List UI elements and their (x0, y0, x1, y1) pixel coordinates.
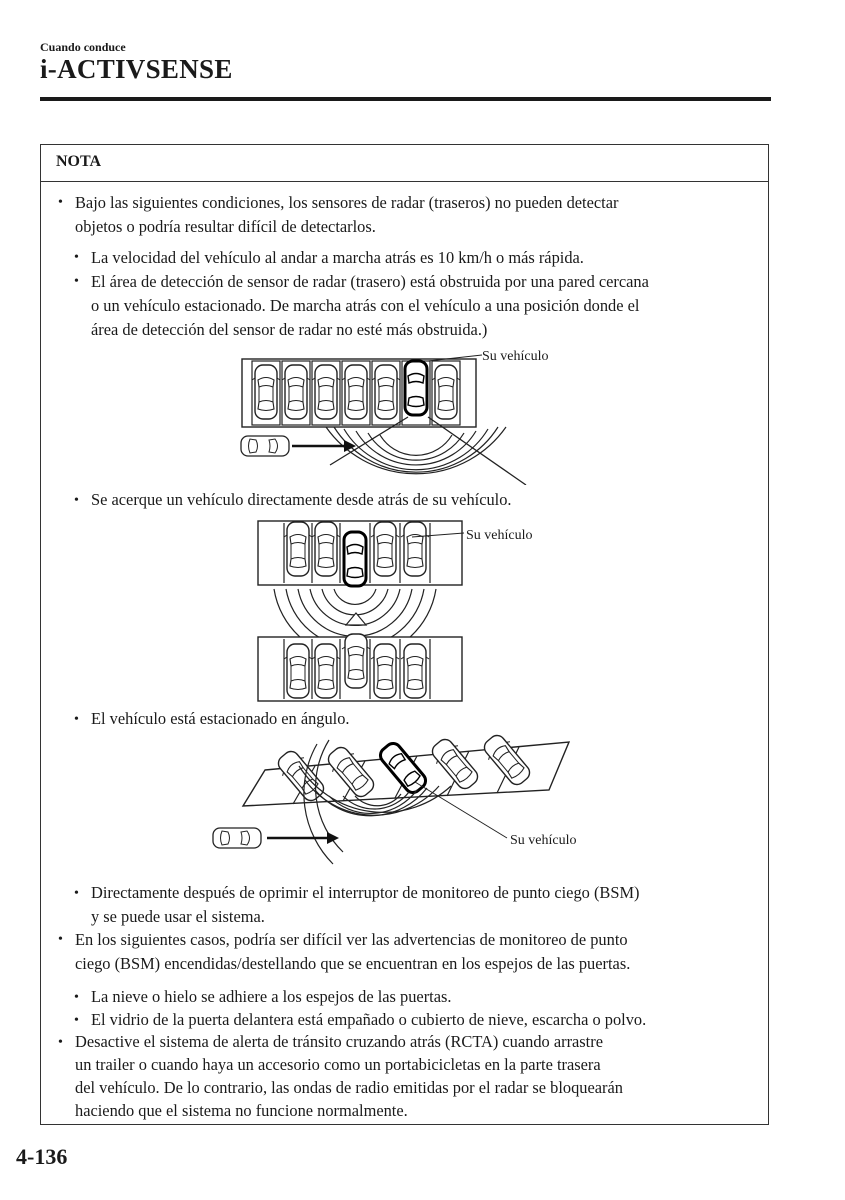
sub-item-angle-parked: El vehículo está estacionado en ángulo. (91, 709, 350, 728)
bullet-icon: • (74, 712, 79, 727)
sub-item-obstructed-line1: El área de detección de sensor de radar (trasero) está obstruida por una pared cercana (91, 272, 649, 291)
page-title: i-ACTIVSENSE (40, 54, 233, 84)
bullet-icon: • (74, 250, 79, 265)
figure-obstructed-parking (230, 345, 570, 485)
sub-item-obstructed-line3: área de detección del sensor de radar no esté más obstruida.) (91, 320, 488, 339)
bullet2-line1: En los siguientes casos, podría ser difícil ver las advertencias de monitoreo de punto (75, 930, 628, 949)
bullet-icon: • (74, 990, 79, 1005)
bullet3-line2: un trailer o cuando haya un accesorio como un portabicicletas en la parte trasera (75, 1055, 601, 1074)
figure-angle-parking (205, 730, 595, 870)
page-number: 4-136 (16, 1144, 68, 1169)
sub-item-bsm-switch-line1: Directamente después de oprimir el interruptor de monitoreo de punto ciego (BSM) (91, 883, 640, 902)
bullet-icon: • (74, 1013, 79, 1028)
sub-item-speed: La velocidad del vehículo al andar a marcha atrás es 10 km/h o más rápida. (91, 248, 584, 267)
section-header: Cuando conduce (40, 40, 126, 54)
bullet-icon: • (58, 195, 63, 210)
note-intro-line2: objetos o podría resultar difícil de detectarlos. (75, 217, 376, 236)
bullet3-line3: del vehículo. De lo contrario, las ondas de radio emitidas por el radar se bloquearán (75, 1078, 623, 1097)
bullet2-line2: ciego (BSM) encendidas/destellando que se encuentran en los espejos de las puertas. (75, 954, 631, 973)
note-heading: NOTA (56, 153, 102, 170)
note-header (41, 145, 768, 182)
bullet-icon: • (74, 886, 79, 901)
figure2-label: Su vehículo (466, 528, 533, 543)
figure-approach-behind (250, 515, 580, 705)
sub-item-obstructed-line2: o un vehículo estacionado. De marcha atrás con el vehículo a una posición donde el (91, 296, 640, 315)
bullet-icon: • (58, 932, 63, 947)
sub-item-window-fog: El vidrio de la puerta delantera está empañado o cubierto de nieve, escarcha o polvo. (91, 1010, 647, 1029)
bullet3-line4: haciendo que el sistema no funcione normalmente. (75, 1101, 408, 1120)
bullet-icon: • (74, 274, 79, 289)
sub-item-bsm-switch-line2: y se puede usar el sistema. (91, 907, 265, 926)
bullet3-line1: Desactive el sistema de alerta de tránsito cruzando atrás (RCTA) cuando arrastre (75, 1032, 603, 1051)
note-intro-line1: Bajo las siguientes condiciones, los sensores de radar (traseros) no pueden detectar (75, 193, 619, 212)
sub-item-approach-behind: Se acerque un vehículo directamente desde atrás de su vehículo. (91, 490, 512, 509)
title-rule (40, 97, 771, 101)
bullet-icon: • (74, 493, 79, 508)
figure1-label: Su vehículo (482, 349, 549, 364)
bullet-icon: • (58, 1035, 63, 1050)
sub-item-snow-mirror: La nieve o hielo se adhiere a los espejos de las puertas. (91, 987, 452, 1006)
figure3-label: Su vehículo (510, 833, 577, 848)
